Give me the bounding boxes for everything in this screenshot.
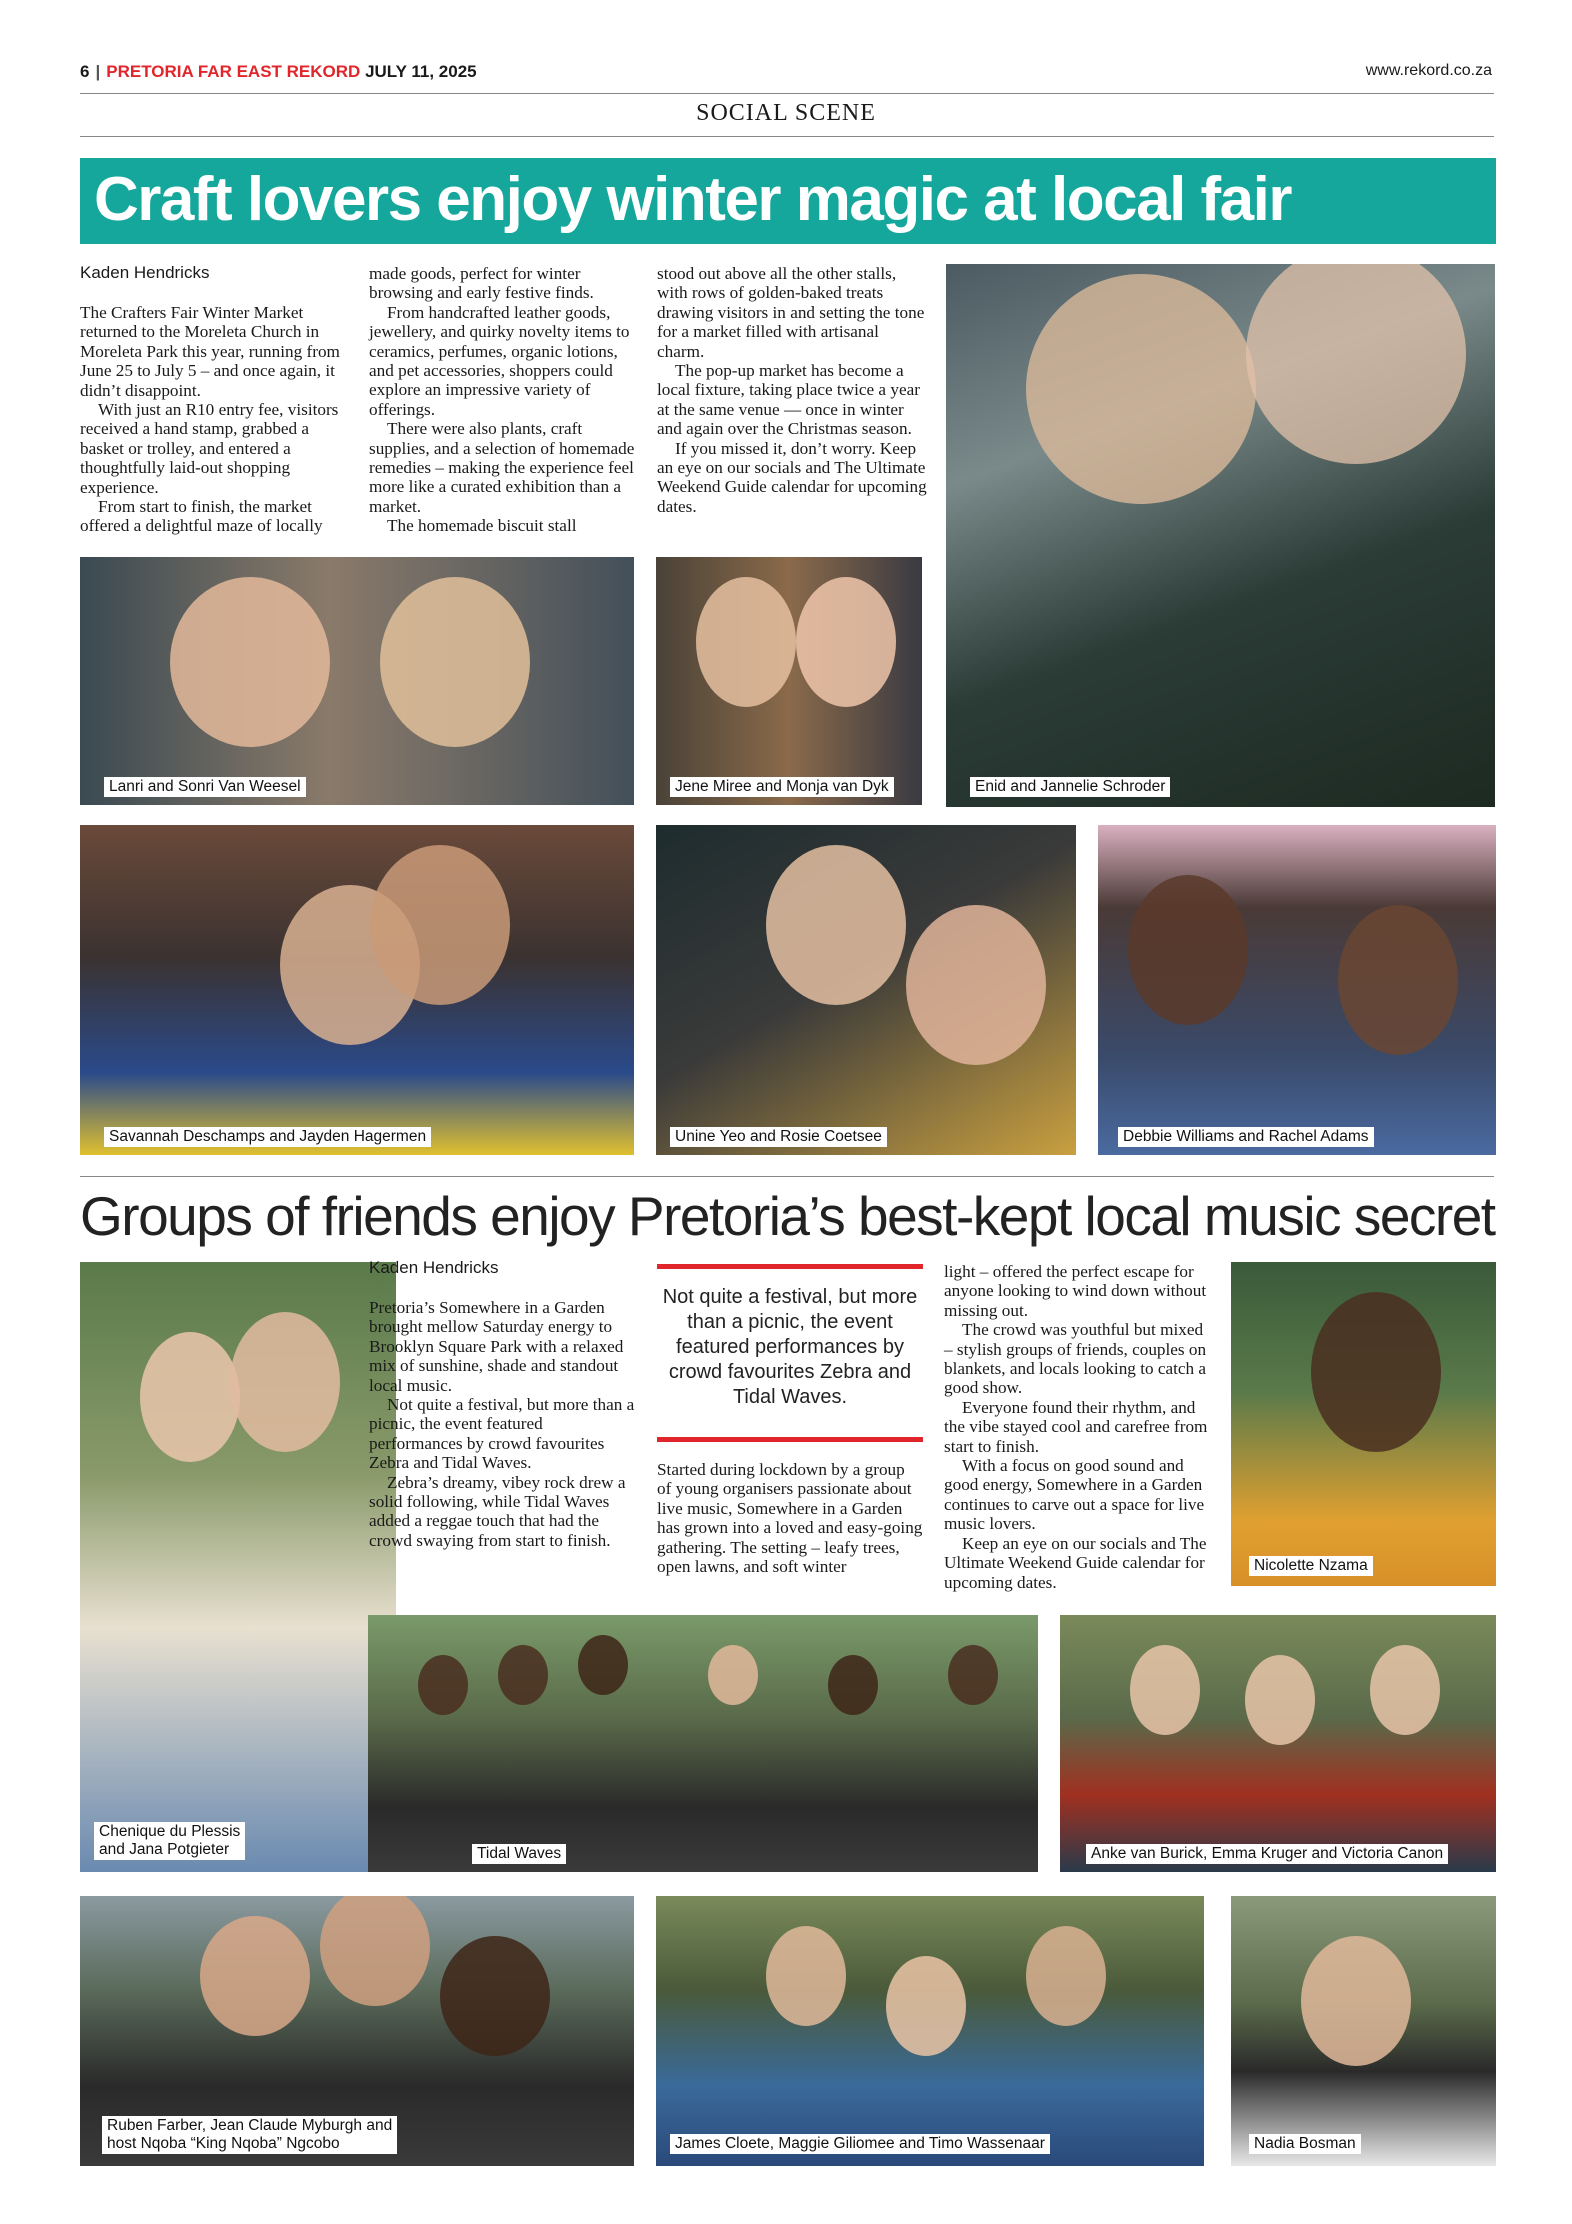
photo-caption: [94, 1822, 245, 1860]
photo-caption: Nadia Bosman: [1249, 2134, 1361, 2154]
photo-nadia: [1231, 1896, 1496, 2166]
portrait-shape: [320, 1896, 430, 2006]
photo-caption: Jene Miree and Monja van Dyk: [670, 777, 894, 797]
portrait-shape: [418, 1655, 468, 1715]
photo-james-maggie-timo: [656, 1896, 1204, 2166]
portrait-shape: [906, 905, 1046, 1065]
paragraph: The homemade biscuit stall: [387, 516, 577, 536]
folio-separator: |: [95, 62, 101, 81]
portrait-shape: [708, 1645, 758, 1705]
pullquote-top-rule: [657, 1264, 923, 1269]
portrait-shape: [1311, 1292, 1441, 1452]
story2-column-3: [944, 1262, 1212, 1592]
portrait-shape: [948, 1645, 998, 1705]
portrait-shape: [1246, 264, 1466, 464]
story1-column-3: [657, 264, 927, 516]
paragraph: With just an R10 entry fee, visitors received a hand stamp, grabbed a basket or trolley, and entered a thoughtfully laid-out shopping experience.: [80, 400, 339, 497]
photo-chenique-jana: [80, 1262, 396, 1872]
paragraph: The pop-up market has become a local fixture, taking place twice a year at the same venue — once in winter and again over the Christmas season.: [657, 361, 920, 439]
photo-anke-emma-victoria: [1060, 1615, 1496, 1872]
paragraph: made goods, perfect for winter browsing and early festive finds.: [369, 264, 594, 303]
story2-headline: Groups of friends enjoy Pretoria’s best-kept local music secret: [80, 1185, 1495, 1247]
portrait-shape: [796, 577, 896, 707]
portrait-shape: [696, 577, 796, 707]
photo-caption: Debbie Williams and Rachel Adams: [1118, 1127, 1374, 1147]
story-divider: [80, 1176, 1494, 1177]
photo-jene-monja: [656, 557, 922, 805]
portrait-shape: [766, 845, 906, 1005]
portrait-shape: [170, 577, 330, 747]
story2-column-2: [657, 1460, 923, 1576]
paragraph: Zebra’s dreamy, vibey rock drew a solid following, while Tidal Waves added a reggae touch that had the crowd swaying from start to finish.: [369, 1472, 626, 1550]
photo-caption: Enid and Jannelie Schroder: [970, 777, 1170, 797]
portrait-shape: [140, 1332, 240, 1462]
portrait-shape: [1026, 1926, 1106, 2026]
story1-column-2: [369, 264, 639, 536]
photo-caption: Nicolette Nzama: [1249, 1556, 1373, 1576]
paragraph: stood out above all the other stalls, with rows of golden-baked treats drawing visitors in and setting the tone for a market filled with artisanal charm.: [657, 264, 925, 361]
paragraph: There were also plants, craft supplies, and a selection of homemade remedies – making the experience feel more like a curated exhibition than a market.: [369, 419, 635, 516]
caption-line: host Nqoba “King Nqoba” Ngcobo: [107, 2135, 340, 2152]
paragraph: From handcrafted leather goods, jewellery, and quirky novelty items to ceramics, perfumes, organic lotions, and pet accessories, shoppers could explore an impressive variety of offerings.: [369, 302, 630, 419]
paragraph: With a focus on good sound and good energy, Somewhere in a Garden continues to carve out a space for live music lovers.: [944, 1456, 1205, 1534]
paragraph: Pretoria’s Somewhere in a Garden brought mellow Saturday energy to Brooklyn Square Park with a relaxed mix of sunshine, shade and standout local music.: [369, 1298, 624, 1395]
story1-byline: Kaden Hendricks: [80, 263, 210, 282]
story1-headline: Craft lovers enjoy winter magic at local fair: [94, 165, 1292, 234]
paragraph: Started during lockdown by a group of young organisers passionate about live music, Somewhere in a Garden has grown into a loved and easy-going gathering. The setting – leafy trees, open lawns, and soft winter: [657, 1460, 923, 1577]
story1-column-1: [80, 303, 350, 536]
portrait-shape: [440, 1936, 550, 2056]
publication-name: PRETORIA FAR EAST REKORD: [106, 62, 361, 81]
photo-nicolette: [1231, 1262, 1496, 1586]
photo-caption: Unine Yeo and Rosie Coetsee: [670, 1127, 887, 1147]
photo-caption: [102, 2116, 397, 2154]
portrait-shape: [1026, 274, 1256, 504]
photo-caption: Savannah Deschamps and Jayden Hagermen: [104, 1127, 431, 1147]
portrait-shape: [886, 1956, 966, 2056]
paragraph: If you missed it, don’t worry. Keep an eye on our socials and The Ultimate Weekend Guide calendar for upcoming dates.: [657, 438, 927, 516]
photo-debbie-rachel: [1098, 825, 1496, 1155]
paragraph: light – offered the perfect escape for anyone looking to wind down without missing out.: [944, 1262, 1207, 1320]
caption-line: Ruben Farber, Jean Claude Myburgh and: [107, 2117, 393, 2134]
pullquote: Not quite a festival, but more than a picnic, the event featured performances by crowd favourites Zebra and Tidal Waves.: [662, 1286, 918, 1408]
portrait-shape: [828, 1655, 878, 1715]
portrait-shape: [370, 845, 510, 1005]
story2-column-1: [369, 1298, 637, 1550]
paragraph: The Crafters Fair Winter Market returned to the Moreleta Church in Moreleta Park this year, running from June 25 to July 5 – and once again, it didn’t disappoint.: [80, 303, 340, 400]
photo-lanri-sonri: [80, 557, 634, 805]
portrait-shape: [230, 1312, 340, 1452]
website-url[interactable]: www.rekord.co.za: [1365, 62, 1492, 79]
page-folio: [80, 62, 477, 82]
paragraph: From start to finish, the market offered a delightful maze of locally: [80, 497, 323, 536]
section-rule: [80, 136, 1494, 137]
portrait-shape: [1338, 905, 1458, 1055]
header-rule: [80, 93, 1494, 94]
photo-caption: Anke van Burick, Emma Kruger and Victoria Canon: [1086, 1844, 1448, 1864]
portrait-shape: [1301, 1936, 1411, 2066]
story2-byline: Kaden Hendricks: [369, 1258, 499, 1277]
photo-unine-rosie: [656, 825, 1076, 1155]
caption-line: Chenique du Plessis: [99, 1823, 241, 1840]
photo-caption: Lanri and Sonri Van Weesel: [104, 777, 306, 797]
portrait-shape: [498, 1645, 548, 1705]
photo-tidal-waves: [368, 1615, 1038, 1872]
section-title: SOCIAL SCENE: [696, 100, 876, 126]
portrait-shape: [578, 1635, 628, 1695]
issue-date: JULY 11, 2025: [365, 62, 477, 81]
photo-enid-jannelie: [946, 264, 1495, 807]
paragraph: The crowd was youthful but mixed – stylish groups of friends, couples on blankets, and locals looking to catch a good show.: [944, 1320, 1207, 1398]
story1-headline-banner: [80, 158, 1496, 244]
photo-ruben-jean-nqoba: [80, 1896, 634, 2166]
paragraph: Keep an eye on our socials and The Ultimate Weekend Guide calendar for upcoming dates.: [944, 1533, 1207, 1592]
page-number: 6: [80, 62, 90, 81]
paragraph: Everyone found their rhythm, and the vibe stayed cool and carefree from start to finish.: [944, 1397, 1208, 1456]
portrait-shape: [1370, 1645, 1440, 1735]
pullquote-bottom-rule: [657, 1437, 923, 1442]
photo-caption: James Cloete, Maggie Giliomee and Timo Wassenaar: [670, 2134, 1050, 2154]
portrait-shape: [1130, 1645, 1200, 1735]
caption-line: and Jana Potgieter: [99, 1841, 230, 1858]
portrait-shape: [1128, 875, 1248, 1025]
photo-savannah-jayden: [80, 825, 634, 1155]
portrait-shape: [200, 1916, 310, 2036]
photo-caption: Tidal Waves: [472, 1844, 566, 1864]
portrait-shape: [380, 577, 530, 747]
paragraph: Not quite a festival, but more than a picnic, the event featured performances by crowd favourites Zebra and Tidal Waves.: [369, 1395, 635, 1473]
portrait-shape: [1245, 1655, 1315, 1745]
portrait-shape: [766, 1926, 846, 2026]
